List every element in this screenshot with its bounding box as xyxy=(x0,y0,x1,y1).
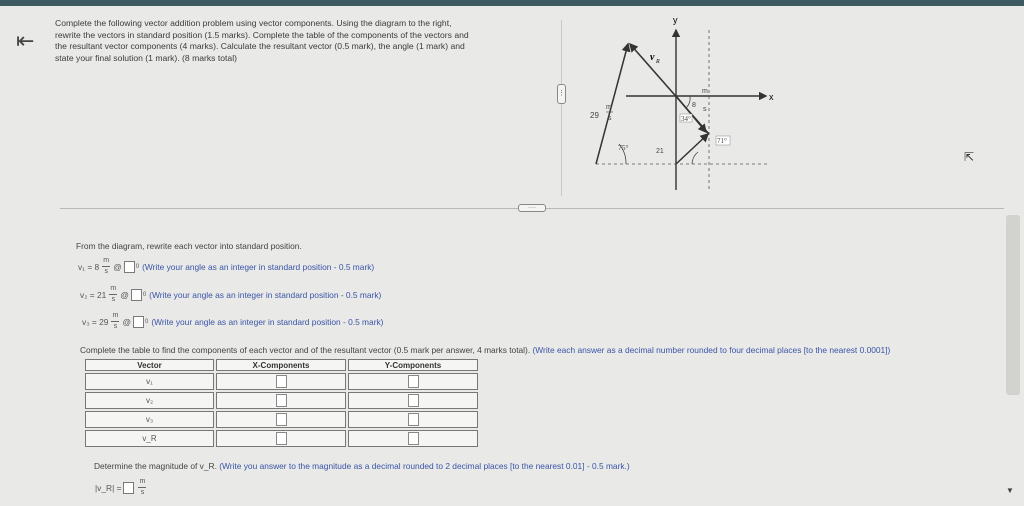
table-row xyxy=(85,392,478,409)
unit-fraction: $\frac{m}{s}$ xyxy=(110,285,117,303)
horizontal-resize-handle[interactable]: ···· xyxy=(518,204,546,212)
v1-label: v₁ = 8 xyxy=(78,261,100,272)
scrollbar[interactable] xyxy=(1006,215,1020,395)
vertical-resize-handle[interactable]: ⋮ xyxy=(557,84,566,104)
magnitude-hint: (Write you answer to the magnitude as a decimal rounded to 2 decimal places [to the nearest 0.01] - 0.5 mark.) xyxy=(219,461,630,471)
vr-sub: R xyxy=(656,59,660,65)
v1-y-cell xyxy=(348,373,478,390)
header-y-components: Y-Components xyxy=(348,359,478,371)
v3-y-cell xyxy=(348,411,478,428)
scroll-down-icon[interactable]: ▼ xyxy=(1006,486,1014,495)
v2-hint: (Write your angle as an integer in standard position - 0.5 mark) xyxy=(149,289,382,300)
prompt-line: Complete the following vector addition problem using vector components. Using the diagram to the right, xyxy=(55,18,452,28)
prompt-line: rewrite the vectors in standard position (1.5 marks). Complete the table of the components of the vectors and xyxy=(55,29,469,40)
x-axis-label: x xyxy=(769,92,774,102)
v3-angle-input[interactable] xyxy=(133,316,144,328)
row-label-vr: v_R xyxy=(85,430,214,447)
v3-y-input[interactable] xyxy=(408,413,419,426)
problem-prompt xyxy=(55,18,535,64)
magnitude-input[interactable] xyxy=(123,482,134,494)
mouse-cursor-icon: ⇱ xyxy=(964,150,975,164)
header-vector: Vector xyxy=(85,359,214,371)
row-label-v1: v₁ xyxy=(85,373,214,390)
table-row xyxy=(85,411,478,428)
degree-symbol: 0 xyxy=(142,291,147,298)
table-hint: (Write each answer as a decimal number rounded to four decimal places [to the nearest 0.0001]) xyxy=(532,345,891,355)
v2-row xyxy=(80,285,381,304)
v3-row xyxy=(82,312,383,331)
v3-hint: (Write your angle as an integer in standard position - 0.5 mark) xyxy=(151,316,384,327)
v1-row xyxy=(78,257,374,276)
vr-label: v xyxy=(650,52,655,63)
top-bar xyxy=(0,0,1024,6)
magnitude-instruction: Determine the magnitude of v_R. (Write you answer to the magnitude as a decimal rounded to 2 decimal places [to the nearest 0.01] - 0.5 mark.) xyxy=(94,461,630,471)
v3-unit-den: s xyxy=(608,115,612,122)
components-table xyxy=(83,357,480,449)
vr-y-cell xyxy=(348,430,478,447)
magnitude-label: |v_R| = xyxy=(95,482,122,493)
vr-x-input[interactable] xyxy=(276,432,287,445)
row-label-v3: v₃ xyxy=(85,411,214,428)
magnitude-row xyxy=(95,478,149,497)
v1-x-input[interactable] xyxy=(276,375,287,388)
v3-x-input[interactable] xyxy=(276,413,287,426)
v2-x-input[interactable] xyxy=(276,394,287,407)
unit-fraction: $\frac{m}{s}$ xyxy=(112,312,119,330)
table-row xyxy=(85,373,478,390)
v1-unit-den: s xyxy=(703,106,707,113)
v2-angle-input[interactable] xyxy=(131,289,142,301)
v3-unit-num: m xyxy=(606,104,612,111)
v3-x-cell xyxy=(216,411,346,428)
v1-magnitude: 8 xyxy=(692,102,696,109)
angle-75: 75° xyxy=(618,143,629,152)
v1-unit-num: m xyxy=(702,88,708,95)
pane-divider-vertical xyxy=(561,20,562,196)
table-instruction: Complete the table to find the components of each vector and of the resultant vector (0.5 mark per answer, 4 marks total). (Write each answer as a decimal number rounded to four decimal places [to the nearest 0.0001]) xyxy=(80,345,891,355)
at-symbol: @ xyxy=(120,289,129,300)
v2-y-input[interactable] xyxy=(408,394,419,407)
v2-y-cell xyxy=(348,392,478,409)
v1-angle-input[interactable] xyxy=(124,261,135,273)
table-row xyxy=(85,430,478,447)
y-axis-label: y xyxy=(673,15,678,25)
vector-v2 xyxy=(676,134,708,164)
at-symbol: @ xyxy=(122,316,131,327)
degree-symbol: 0 xyxy=(144,318,149,325)
row-label-v2: v₂ xyxy=(85,392,214,409)
header-x-components: X-Components xyxy=(216,359,346,371)
unit-fraction: $\frac{m}{s}$ xyxy=(139,478,146,496)
v2-label: v₂ = 21 xyxy=(80,289,107,300)
v2-magnitude: 21 xyxy=(656,148,664,155)
v1-y-input[interactable] xyxy=(408,375,419,388)
v1-x-cell xyxy=(216,373,346,390)
standard-position-instruction: From the diagram, rewrite each vector into standard position. xyxy=(76,241,302,251)
v3-magnitude: 29 xyxy=(590,111,599,120)
v2-x-cell xyxy=(216,392,346,409)
v1-hint: (Write your angle as an integer in standard position - 0.5 mark) xyxy=(142,261,375,272)
prompt-line: the resultant vector components (4 marks). Calculate the resultant vector (0.5 mark), the angle (1 mark) and xyxy=(55,41,465,51)
degree-symbol: 0 xyxy=(135,263,140,270)
prompt-line: state your final solution (1 mark). (8 marks total) xyxy=(55,52,237,63)
v3-label: v₃ = 29 xyxy=(82,316,109,327)
vr-x-cell xyxy=(216,430,346,447)
angle-34: 34° xyxy=(681,115,691,123)
vector-diagram xyxy=(586,12,786,194)
at-symbol: @ xyxy=(113,261,122,272)
back-arrow-icon[interactable]: ⇤ xyxy=(16,28,35,53)
unit-fraction: $\frac{m}{s}$ xyxy=(103,257,110,275)
angle-71: 71° xyxy=(717,137,727,145)
vr-y-input[interactable] xyxy=(408,432,419,445)
